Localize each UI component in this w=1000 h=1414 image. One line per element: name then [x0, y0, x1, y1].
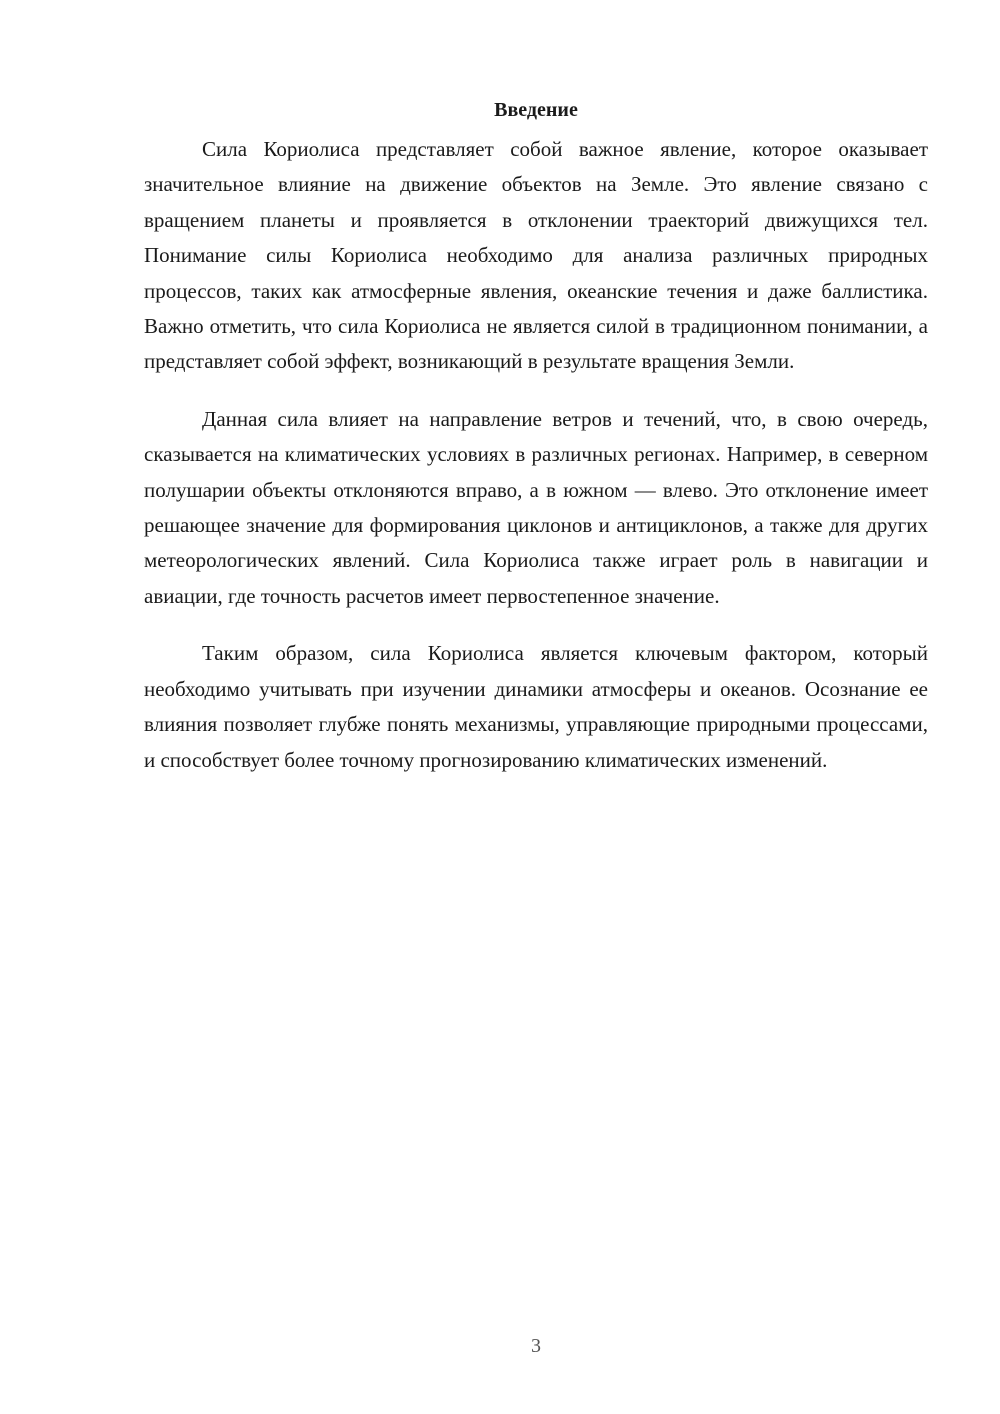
- page-content: [144, 92, 928, 800]
- paragraph-2: Данная сила влияет на направление ветров и течений, что, в свою очередь, сказывается на климатических условиях в различных регионах. Например, в северном полушарии объекты отклоняются вправо, а в южном — влево. Это отклонение имеет решающее значение для формирования циклонов и антициклонов, а также для других метеорологических явлений. Сила Кориолиса также играет роль в навигации и авиации, где точность расчетов имеет первостепенное значение.: [144, 406, 928, 608]
- paragraph-3: Таким образом, сила Кориолиса является ключевым фактором, который необходимо учитывать при изучении динамики атмосферы и океанов. Осознание ее влияния позволяет глубже понять механизмы, управляющие природными процессами, и способствует более точному прогнозированию климатических изменений.: [144, 641, 928, 772]
- section-heading: Введение: [494, 99, 578, 121]
- page-number: 3: [531, 1335, 541, 1357]
- paragraph-1: Сила Кориолиса представляет собой важное явление, которое оказывает значительное влияние на движение объектов на Земле. Это явление связано с вращением планеты и проявляется в отклонении траекторий движущихся тел. Понимание силы Кориолиса необходимо для анализа различных природных процессов, таких как атмосферные явления, океанские течения и даже баллистика. Важно отметить, что сила Кориолиса не является силой в традиционном понимании, а представляет собой эффект, возникающий в результате вращения Земли.: [144, 137, 928, 374]
